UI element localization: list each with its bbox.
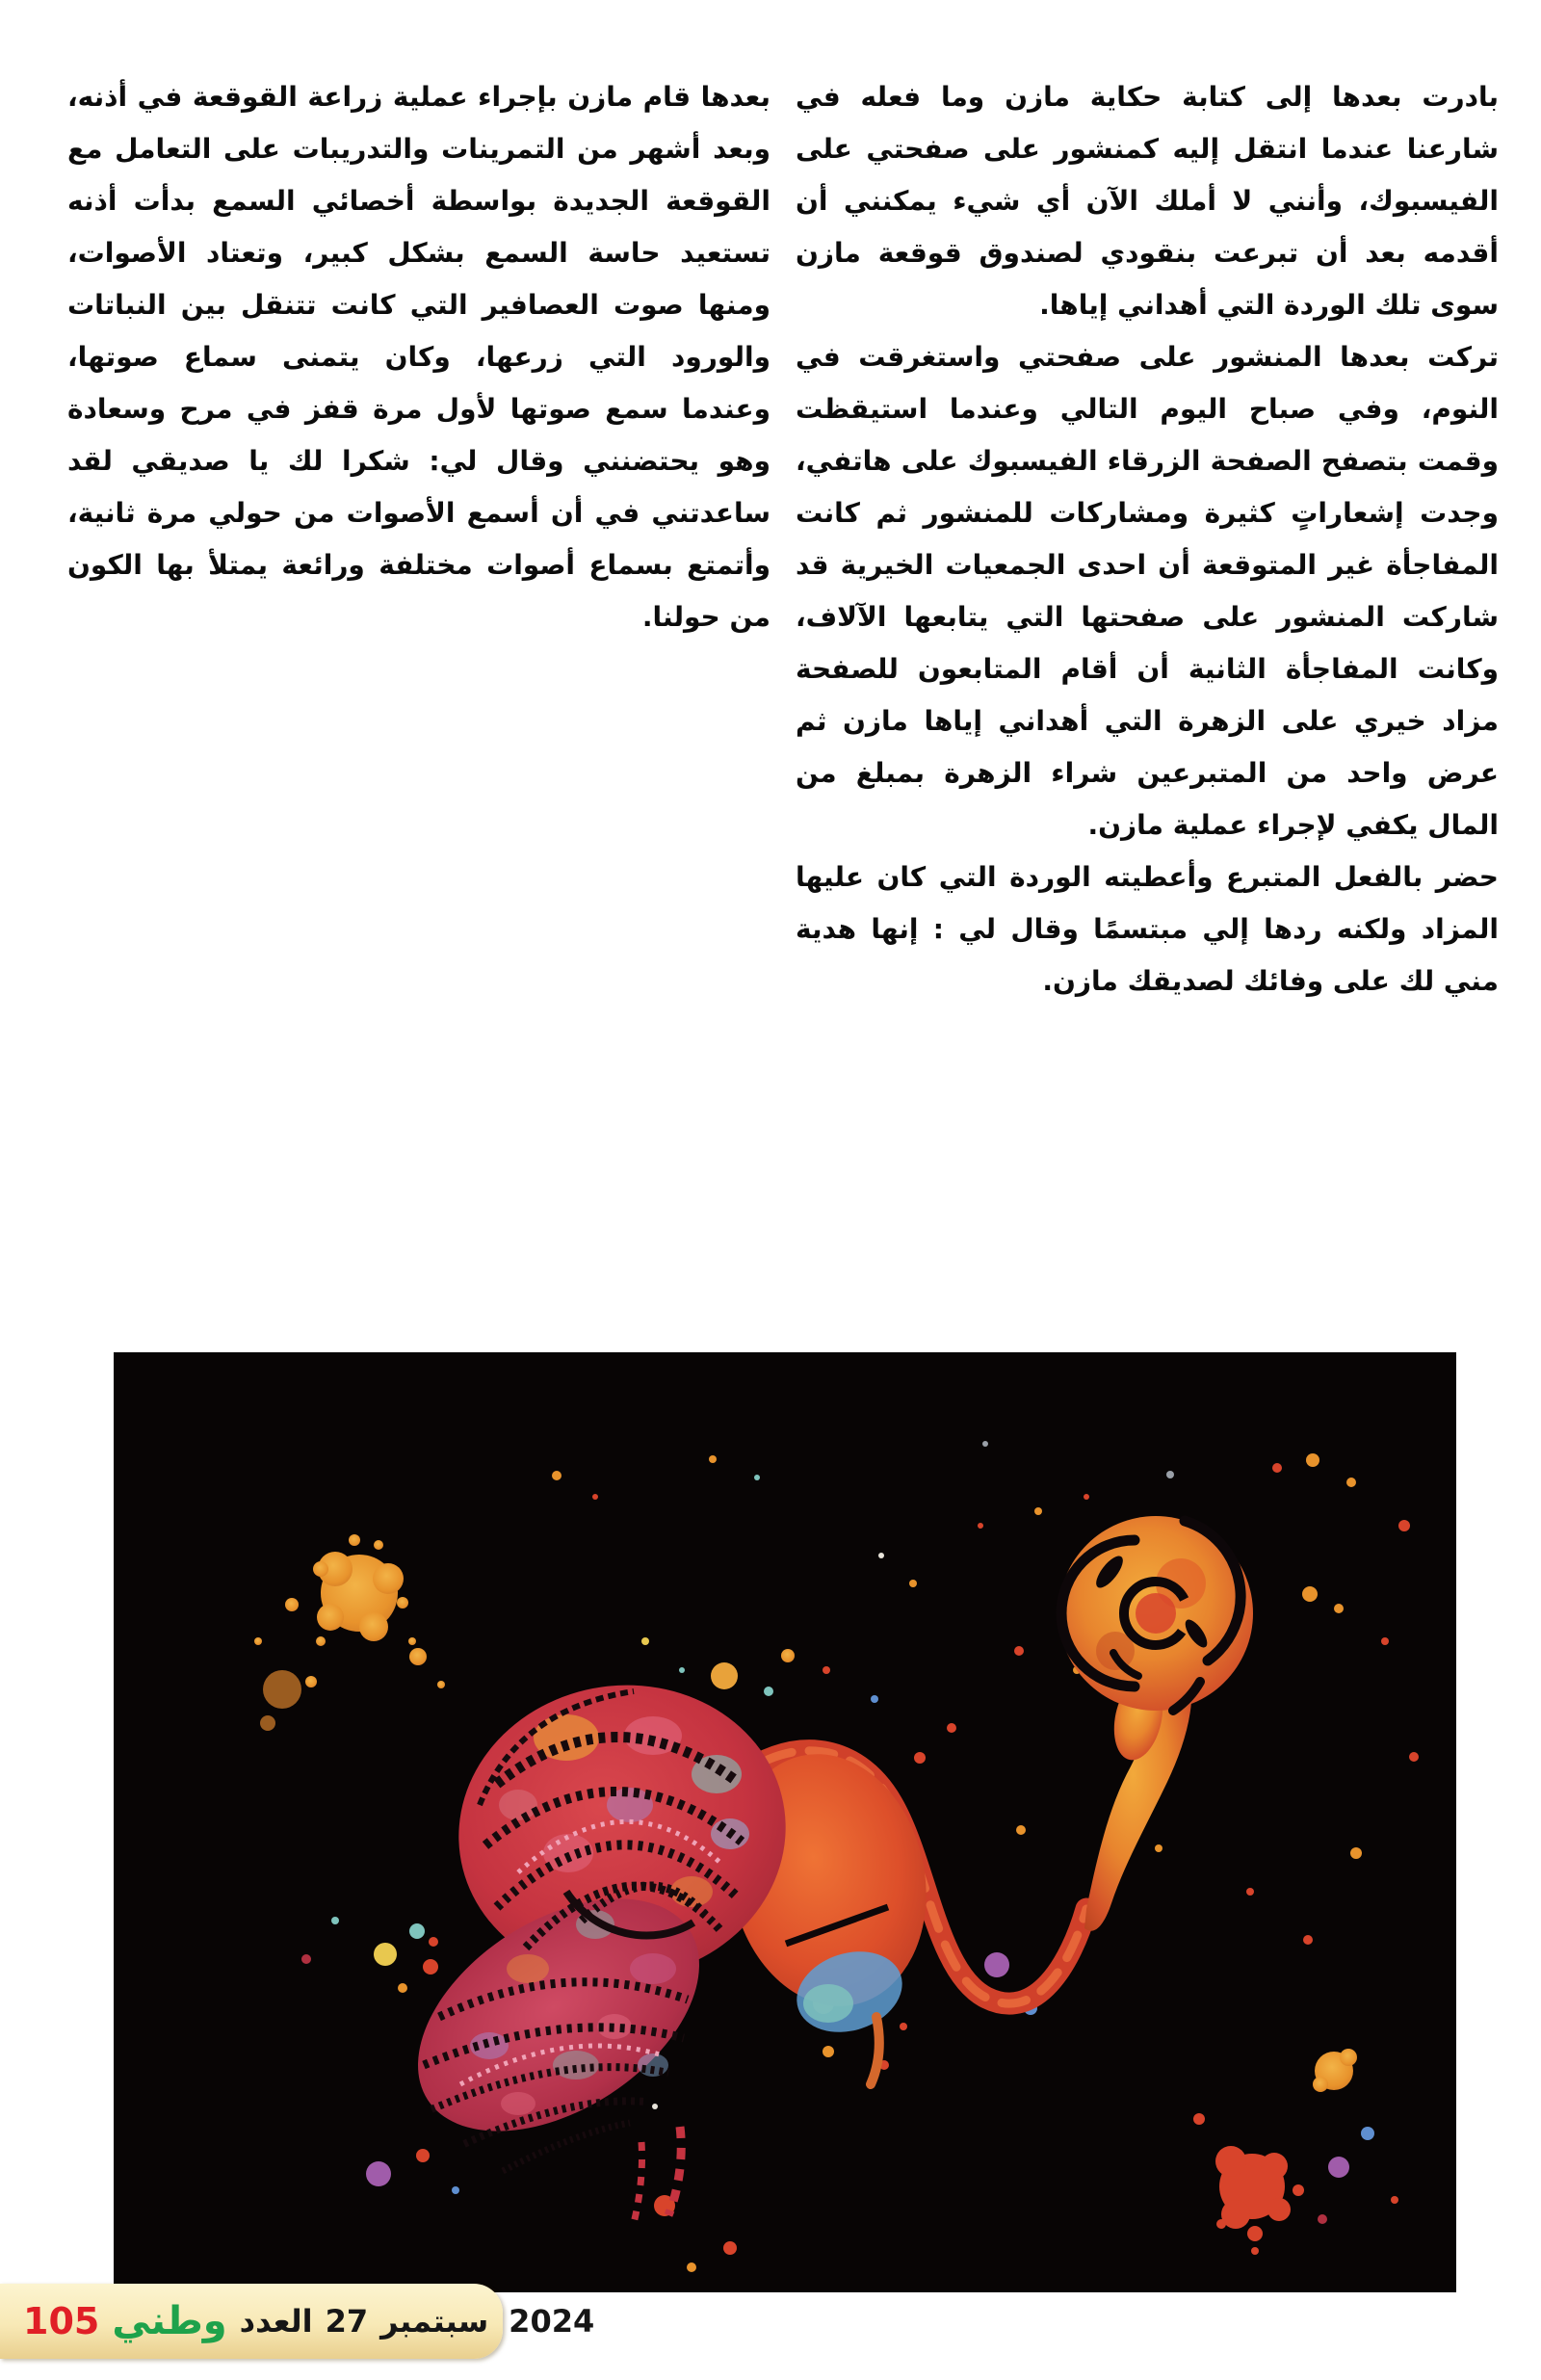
- page-footer-badge: [0, 2284, 595, 2359]
- paragraph: بادرت بعدها إلى كتابة حكاية مازن وما فعله في شارعنا عندما انتقل إليه كمنشور على صفحتي على الفيسبوك، وأنني لا أملك الآن أي شيء يمكنني أن أقدمه بعد أن تبرعت بنقودي لصندوق قوقعة مازن سوى تلك الوردة التي أهداني إياها.: [796, 81, 1499, 321]
- paragraph: تركت بعدها المنشور على صفحتي واستغرقت في النوم، وفي صباح اليوم التالي وعندما استيقظت وقمت بتصفح الصفحة الزرقاء الفيسبوك على هاتفي، وجدت إشعاراتٍ كثيرة ومشاركات للمنشور ثم كانت المفاجأة غير المتوقعة أن احدى الجمعيات الخيرية قد شاركت المنشور على صفحتها التي يتابعها الآلاف، وكانت المفاجأة الثانية أن أقام المتابعون للصفحة مزاد خيري على الزهرة التي أهداني إياها مازن ثم عرض واحد من المتبرعين شراء الزهرة بمبلغ من المال يكفي لإجراء عملية مازن.: [796, 341, 1499, 841]
- ear-paint-splatter-illustration: [114, 1352, 1456, 2292]
- page-number: 105: [23, 2300, 100, 2342]
- magazine-logo-text: وطني: [112, 2299, 227, 2343]
- paragraph: بعدها قام مازن بإجراء عملية زراعة القوقعة في أذنه، وبعد أشهر من التمرينات والتدريبات على التعامل مع القوقعة الجديدة بواسطة أخصائي السمع بدأت أذنه تستعيد حاسة السمع بشكل كبير، وتعتاد الأصوات، ومنها صوت العصافير التي كانت تتنقل بين النباتات والورود التي زرعها، وكان يتمنى سماع صوتها، وعندما سمع صوتها لأول مرة قفز في مرح وسعادة وهو يحتضنني وقال لي: شكرا لك يا صديقي لقد ساعدتني في أن أسمع الأصوات من حولي مرة ثانية، وأتمتع بسماع أصوات مختلفة ورائعة يمتلأ بها الكون من حولنا.: [67, 81, 770, 633]
- article-body: [67, 71, 1499, 1007]
- issue-word: العدد: [239, 2303, 313, 2340]
- article-column-left: [67, 71, 770, 938]
- paragraph: حضر بالفعل المتبرع وأعطيته الوردة التي كان عليها المزاد ولكنه ردها إلي مبتسمًا وقال لي : إنها هدية مني لك على وفائك لصديقك مازن.: [796, 861, 1499, 997]
- article-column-right: [796, 71, 1499, 1007]
- cochlear-implant-artwork: [114, 1352, 1456, 2292]
- issue-year: 2024: [509, 2303, 595, 2340]
- issue-month: سبتمبر: [380, 2303, 489, 2340]
- issue-number: 27: [325, 2303, 369, 2340]
